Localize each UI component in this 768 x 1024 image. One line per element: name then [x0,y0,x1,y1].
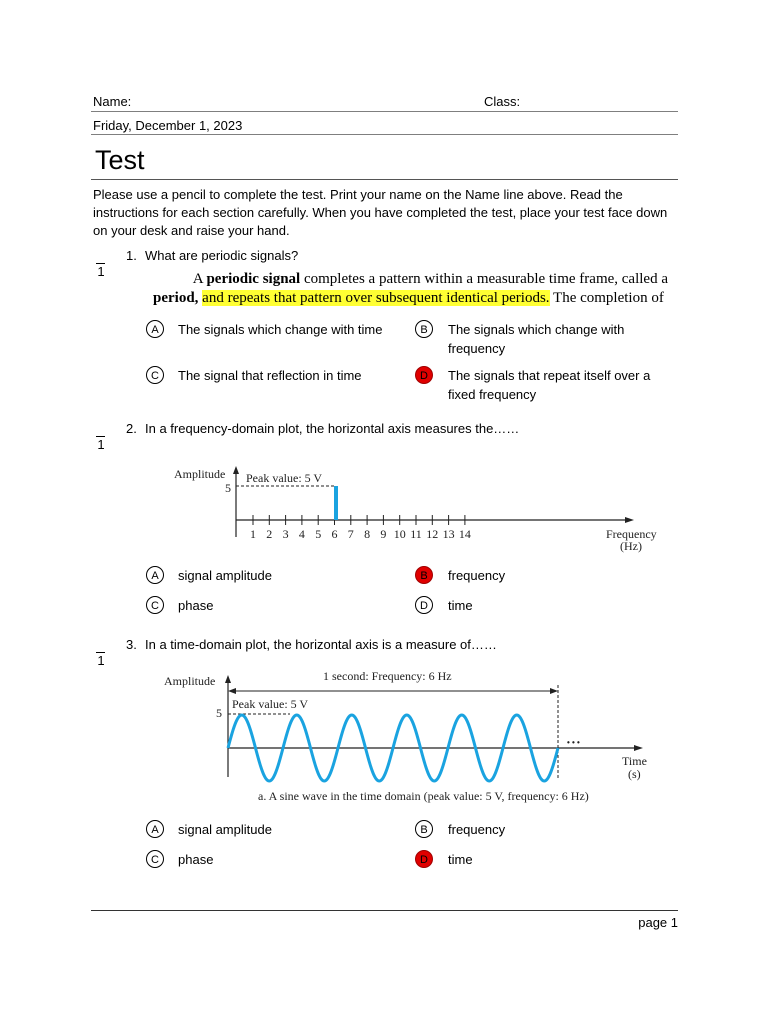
option-b-label: frequency [448,822,506,837]
option-b-bubble-selected[interactable]: B [415,566,433,584]
fd-y-arrow [233,466,239,474]
td-top-label: 1 second: Frequency: 6 Hz [323,669,452,683]
fd-x-arrow [625,517,634,523]
fd-x-tick-label: 10 [393,527,406,541]
class-label: Class: [484,94,521,109]
option-b-label: The signals which change with frequency [448,322,625,356]
td-x-arrow [634,745,643,751]
fd-peak-label: Peak value: 5 V [246,471,323,485]
td-y-tick-label: 5 [216,706,222,720]
td-ellipsis: • • • [567,738,580,747]
option-a-bubble[interactable]: A [146,566,164,584]
fd-x-tick-label: 7 [347,527,354,541]
fd-x-tick-label: 12 [426,527,439,541]
option-d-label: time [448,852,473,867]
points-value: 1 [97,653,105,668]
question-3-score [95,638,107,669]
fd-x-tick-label: 1 [250,527,256,541]
fd-x-tick-label: 5 [315,527,322,541]
fd-ylabel: Amplitude [174,467,226,481]
footer-divider [91,910,678,911]
fd-x-tick-label: 2 [266,527,273,541]
td-xlabel-1: Time [622,754,647,768]
question-1-score [95,249,107,280]
option-a-label: signal amplitude [178,822,272,837]
fd-x-tick-label: 3 [282,527,289,541]
question-3-text: In a time-domain plot, the horizontal axis is a measure of…… [145,637,497,652]
option-c-label: phase [178,852,214,867]
fd-x-tick-label: 6 [331,527,338,541]
fd-ticks [250,515,471,541]
points-value: 1 [97,437,105,452]
question-2-score [95,422,107,453]
excerpt-bold: period, [153,290,199,306]
option-b-bubble[interactable]: B [415,820,433,838]
option-a-bubble[interactable]: A [146,820,164,838]
instructions: Please use a pencil to complete the test. Print your name on the Name line above. Read the instructions for each section carefully. When you have completed the test, place your test face down on your desk and raise your hand. [93,187,668,238]
option-d-label: The signals that repeat itself over a fixed frequency [448,368,651,402]
question-1-text: What are periodic signals? [145,248,299,263]
question-2-number: 2. [126,421,137,436]
question-1-excerpt [148,270,678,308]
score-blank[interactable] [96,422,105,437]
option-c-label: The signal that reflection in time [178,368,362,383]
fd-x-tick-label: 4 [298,527,305,541]
excerpt-text: completes a pattern within a measurable time frame, called a [300,271,668,287]
page-number: page 1 [638,915,678,930]
td-caption: a. A sine wave in the time domain (peak value: 5 V, frequency: 6 Hz) [258,789,589,803]
question-2-text: In a frequency-domain plot, the horizontal axis measures the…… [145,421,520,436]
fd-x-tick-label: 13 [442,527,455,541]
date-text: Friday, December 1, 2023 [93,118,243,133]
score-blank[interactable] [96,638,105,653]
td-xlabel-2: (s) [628,767,641,781]
fd-x-tick-label: 14 [458,527,471,541]
frequency-domain-figure [170,462,665,557]
question-1-number: 1. [126,248,137,263]
name-label: Name: [93,94,132,109]
fd-x-tick-label: 9 [380,527,387,541]
fd-spike [334,486,338,520]
option-b-bubble[interactable]: B [415,320,433,338]
fd-x-tick-label: 11 [410,527,422,541]
td-span-arrow-right [550,688,558,694]
header-divider-2 [91,134,678,135]
option-a-label: signal amplitude [178,568,272,583]
excerpt-text: A [192,271,207,287]
excerpt-bold: periodic signal [206,271,301,287]
td-ylabel: Amplitude [164,674,216,688]
excerpt-highlight: and repeats that pattern over subsequent identical periods. [202,290,550,306]
fd-y-tick-label: 5 [225,481,231,495]
score-blank[interactable] [96,249,105,264]
page-title: Test [95,145,145,175]
option-a-bubble[interactable]: A [146,320,164,338]
td-peak-label: Peak value: 5 V [232,697,309,711]
time-domain-figure [160,665,660,805]
title-divider [91,179,678,180]
option-d-label: time [448,598,473,613]
td-y-arrow [225,675,231,683]
points-value: 1 [97,264,105,279]
question-3-number: 3. [126,637,137,652]
option-b-label: frequency [448,568,506,583]
option-c-bubble[interactable]: C [146,366,164,384]
td-span-arrow-left [228,688,236,694]
option-a-label: The signals which change with time [178,322,383,337]
option-c-bubble[interactable]: C [146,596,164,614]
option-d-bubble-selected[interactable]: D [415,366,433,384]
fd-xlabel-2: (Hz) [620,539,642,553]
option-c-bubble[interactable]: C [146,850,164,868]
excerpt-text: The completion of [549,290,664,306]
fd-xlabel-1: Frequency [606,527,657,541]
header-divider-1 [91,111,678,112]
option-d-bubble[interactable]: D [415,596,433,614]
option-c-label: phase [178,598,214,613]
fd-x-tick-label: 8 [364,527,371,541]
option-d-bubble-selected[interactable]: D [415,850,433,868]
